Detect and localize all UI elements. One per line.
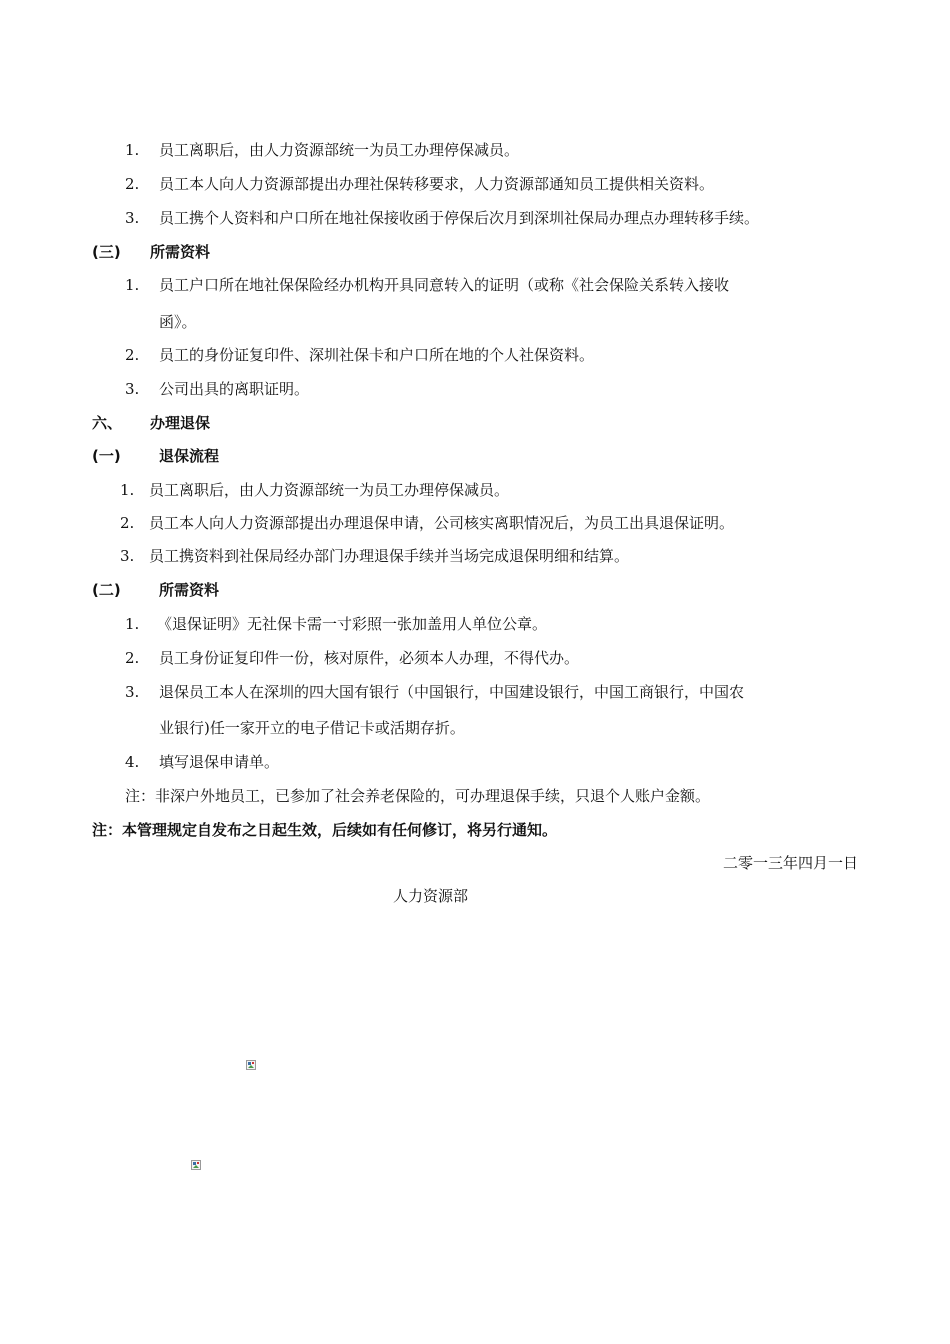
broken-image-icon <box>191 1156 201 1166</box>
list-number: 3. <box>125 683 140 701</box>
list-number: 3. <box>120 547 135 565</box>
section-heading-number: (二) <box>92 581 121 599</box>
list-number: 1. <box>125 141 140 159</box>
final-note: 注：本管理规定自发布之日起生效，后续如有任何修订，将另行通知。 <box>92 821 558 839</box>
list-item-text: 员工的身份证复印件、深圳社保卡和户口所在地的个人社保资料。 <box>159 346 595 364</box>
list-item-text: 退保员工本人在深圳的四大国有银行（中国银行，中国建设银行，中国工商银行，中国农 <box>159 683 745 701</box>
list-item-text: 员工离职后，由人力资源部统一为员工办理停保减员。 <box>149 481 510 499</box>
list-item-text: 员工离职后，由人力资源部统一为员工办理停保减员。 <box>159 141 520 159</box>
broken-image-icon <box>246 1056 256 1066</box>
list-item-text: 公司出具的离职证明。 <box>159 380 310 398</box>
list-number: 1. <box>120 481 135 499</box>
list-item-text: 员工身份证复印件一份，核对原件，必须本人办理，不得代办。 <box>159 649 580 667</box>
list-item-text: 《退保证明》无社保卡需一寸彩照一张加盖用人单位公章。 <box>157 615 548 633</box>
section-heading: 退保流程 <box>159 447 220 465</box>
list-item-text: 员工本人向人力资源部提出办理退保申请，公司核实离职情况后，为员工出具退保证明。 <box>149 514 735 532</box>
list-item-text: 员工本人向人力资源部提出办理社保转移要求，人力资源部通知员工提供相关资料。 <box>159 175 715 193</box>
section-heading-number: (一) <box>92 447 121 465</box>
list-number: 1. <box>125 276 140 294</box>
section-heading-number: (三) <box>92 243 121 261</box>
publication-date: 二零一三年四月一日 <box>722 854 858 872</box>
list-item-text: 填写退保申请单。 <box>159 753 280 771</box>
list-item-continuation: 业银行)任一家开立的电子借记卡或活期存折。 <box>159 719 465 737</box>
section-heading: 所需资料 <box>150 243 211 261</box>
section-heading: 所需资料 <box>159 581 220 599</box>
list-number: 2. <box>125 346 140 364</box>
list-number: 4. <box>125 753 140 771</box>
list-item-text: 员工户口所在地社保保险经办机构开具同意转入的证明（或称《社会保险关系转入接收 <box>159 276 730 294</box>
list-item-text: 员工携资料到社保局经办部门办理退保手续并当场完成退保明细和结算。 <box>149 547 630 565</box>
list-number: 1. <box>125 615 140 633</box>
list-number: 2. <box>125 175 140 193</box>
list-item-continuation: 函》。 <box>159 313 197 331</box>
list-item-text: 员工携个人资料和户口所在地社保接收函于停保后次月到深圳社保局办理点办理转移手续。 <box>159 209 760 227</box>
list-number: 2. <box>125 649 140 667</box>
list-number: 2. <box>120 514 135 532</box>
chapter-number: 六、 <box>92 414 123 432</box>
list-number: 3. <box>125 209 140 227</box>
chapter-title: 办理退保 <box>150 414 211 432</box>
note-text: 注：非深户外地员工，已参加了社会养老保险的，可办理退保手续，只退个人账户金额。 <box>125 787 711 805</box>
list-number: 3. <box>125 380 140 398</box>
issuing-department: 人力资源部 <box>393 887 469 905</box>
